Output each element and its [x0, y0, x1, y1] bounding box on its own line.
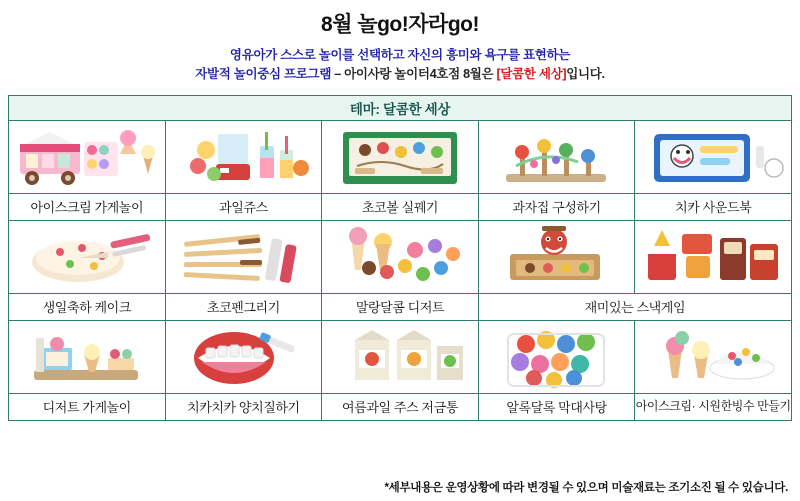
- activity-label: 여름과일 주스 저금통: [322, 393, 479, 420]
- activity-label: 치카치카 양치질하기: [165, 393, 322, 420]
- activity-image-cell: [165, 320, 322, 393]
- activity-image-cell: [635, 320, 792, 393]
- activity-label: 재미있는 스낵게임: [478, 293, 791, 320]
- subtitle-location-text: – 아이사랑 놀이터4호점 8월은: [331, 67, 497, 82]
- table-row-1-labels: [9, 193, 792, 220]
- activity-label: 초코펜그리기: [165, 293, 322, 320]
- fruit-juice-blender-icon: [168, 124, 318, 190]
- activity-label: 과자집 구성하기: [478, 193, 635, 220]
- birthday-cake-icon: [12, 224, 162, 290]
- chocoball-lacing-box-icon: [325, 124, 475, 190]
- subtitle-suffix: 입니다.: [566, 67, 605, 82]
- subtitle-theme-accent: [달콤한 세상]: [496, 67, 567, 82]
- subtitle-line-2: [8, 65, 792, 84]
- program-flyer: [0, 8, 800, 501]
- subtitle-block: [8, 46, 792, 85]
- candy-house-pegs-icon: [482, 124, 632, 190]
- activity-label: 생일축하 케이크: [9, 293, 166, 320]
- page-title: 8월 놀go!자라go!: [321, 13, 479, 36]
- activity-label: 말랑달콤 디저트: [322, 293, 479, 320]
- table-row-3-labels: [9, 393, 792, 420]
- activity-image-cell: [478, 120, 635, 193]
- activity-image-cell: [635, 120, 792, 193]
- footnote: *세부내용은 운영상황에 따라 변경될 수 있으며 미술재료는 조기소진 될 수 있습니다.: [384, 482, 788, 494]
- activity-image-cell: [165, 220, 322, 293]
- activity-image-cell: [478, 320, 635, 393]
- theme-header-row: [9, 95, 792, 120]
- brushing-sound-book-icon: [638, 124, 788, 190]
- activity-image-cell: [9, 120, 166, 193]
- activity-label: 초코볼 실꿰기: [322, 193, 479, 220]
- subtitle-program-label: 자발적 놀이중심 프로그램: [195, 67, 332, 82]
- activity-image-cell: [478, 220, 635, 293]
- fruit-juice-cartons-icon: [325, 324, 475, 390]
- activity-image-cell: [322, 220, 479, 293]
- activity-label: 알록달록 막대사탕: [478, 393, 635, 420]
- table-row-2-images: [9, 220, 792, 293]
- ice-cream-cart-icon: [12, 124, 162, 190]
- table-row-2-labels: [9, 293, 792, 320]
- activity-label: 아이스크림· 시원한빙수 만들기: [635, 393, 792, 420]
- activity-image-cell: [9, 220, 166, 293]
- activity-image-cell: [322, 120, 479, 193]
- activity-label: 디저트 가게놀이: [9, 393, 166, 420]
- activity-table: [8, 95, 792, 421]
- table-row-3-images: [9, 320, 792, 393]
- activity-label: 아이스크림 가게놀이: [9, 193, 166, 220]
- soft-sweet-dessert-icon: [325, 224, 475, 290]
- colorful-lollipops-icon: [482, 324, 632, 390]
- table-row-1-images: [9, 120, 792, 193]
- snack-game-2-icon: [638, 224, 788, 290]
- activity-image-cell: [322, 320, 479, 393]
- activity-label: 치카 사운드북: [635, 193, 792, 220]
- subtitle-line-1: 영유아가 스스로 놀이를 선택하고 자신의 흥미와 욕구를 표현하는: [229, 48, 571, 62]
- theme-header: 테마: 달콤한 세상: [9, 95, 792, 120]
- activity-image-cell: [9, 320, 166, 393]
- icecream-bingsu-icon: [638, 324, 788, 390]
- choco-pen-sticks-icon: [168, 224, 318, 290]
- snack-game-1-icon: [482, 224, 632, 290]
- activity-image-cell: [165, 120, 322, 193]
- toothbrush-mouth-icon: [168, 324, 318, 390]
- dessert-shop-icon: [12, 324, 162, 390]
- activity-label: 과일쥬스: [165, 193, 322, 220]
- activity-image-cell: [635, 220, 792, 293]
